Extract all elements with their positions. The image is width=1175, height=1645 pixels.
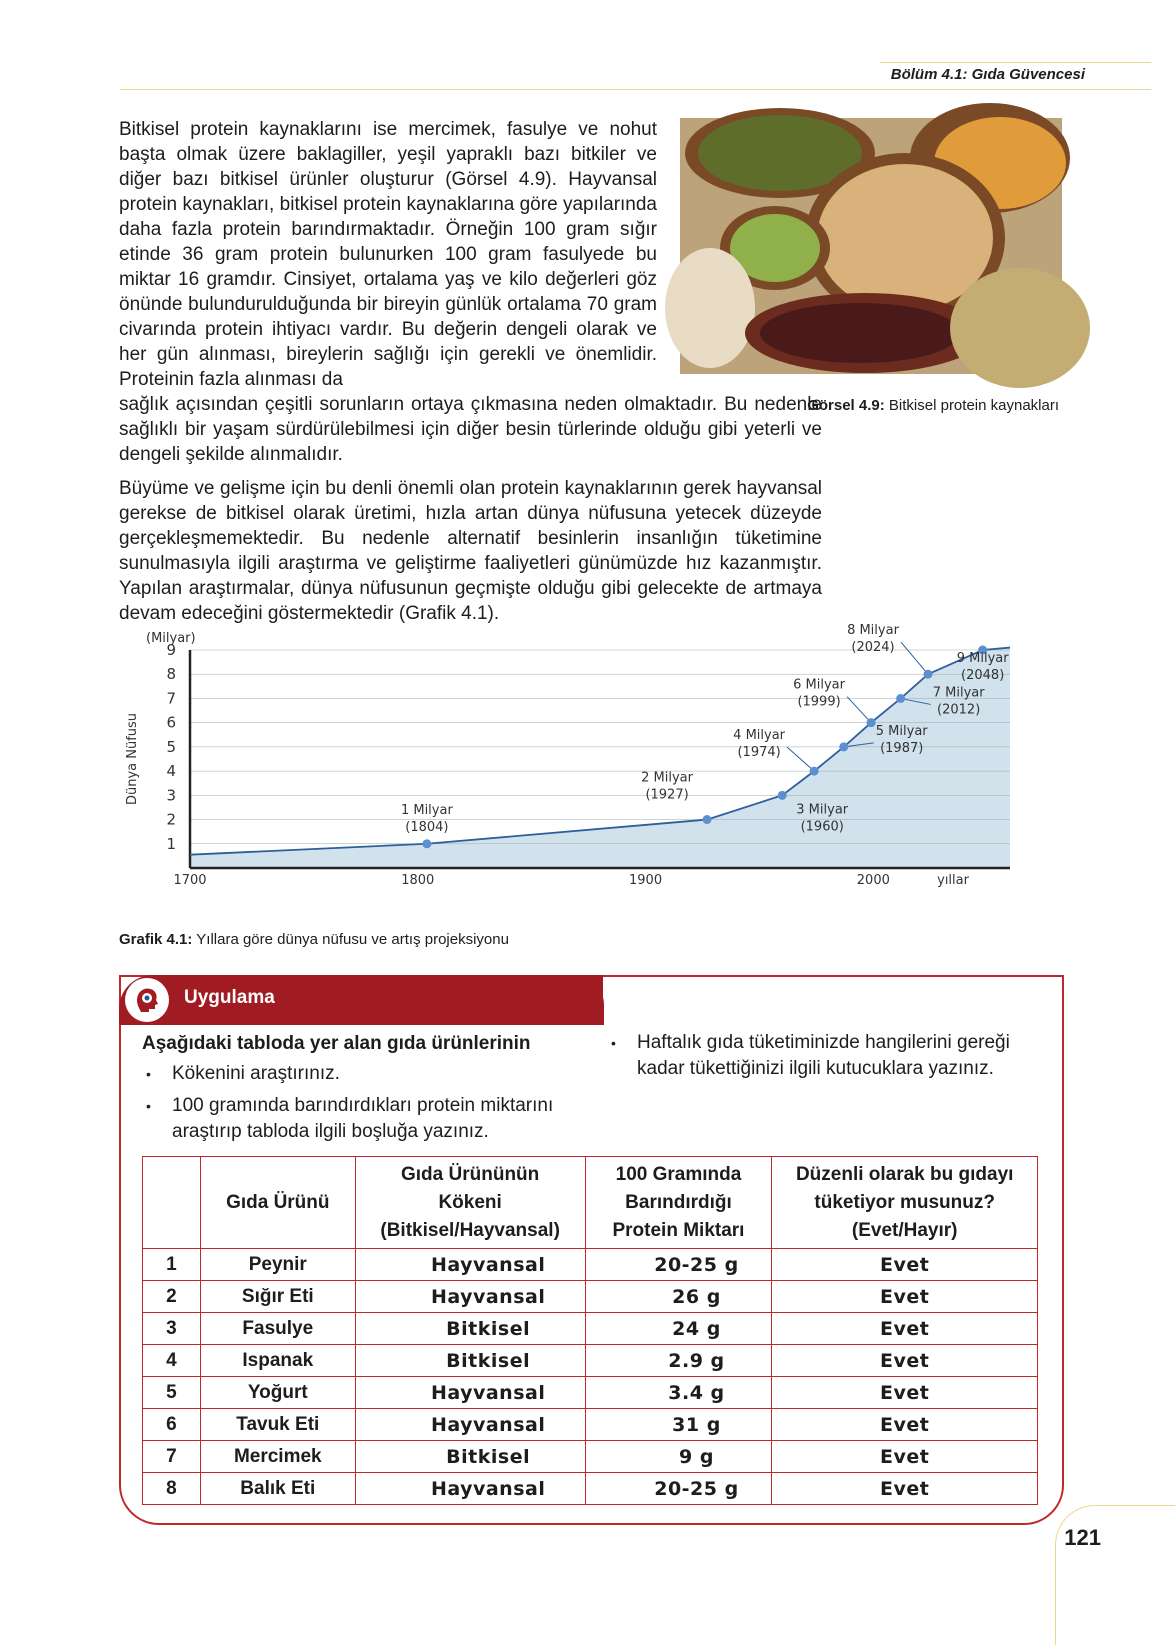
protein-answer[interactable]: 2.9 g xyxy=(585,1345,772,1377)
data-point xyxy=(703,815,712,824)
population-chart xyxy=(120,623,1060,930)
y-tick-label: 6 xyxy=(166,713,176,732)
table-row: 1 Peynir Hayvansal 20-25 g Evet xyxy=(143,1249,1038,1281)
photo-caption-text: Bitkisel protein kaynakları xyxy=(884,397,1059,414)
x-tick-label: 2000 xyxy=(856,873,890,888)
consume-answer[interactable]: Evet xyxy=(772,1345,1038,1377)
paragraph-1-continued: sağlık açısından çeşitli sorunların ortaya çıkmasına neden olmaktadır. Bu nedenle sağlıklı bir yaşam sürdürülebilmesi için diğer besin türlerinde olduğu gibi yeterli ve dengeli şekilde alınmalıdır. xyxy=(119,394,822,465)
data-point xyxy=(810,767,819,776)
point-leader xyxy=(787,747,814,771)
point-label: 2 Milyar xyxy=(641,770,693,786)
y-axis-label: Dünya Nüfusu xyxy=(125,712,140,806)
paragraph-1: Bitkisel protein kaynaklarını ise mercimek, fasulye ve nohut başta olmak üzere baklagiller, yeşil yapraklı bazı bitkiler ve diğer bazı bitkisel ürünler oluşturur (Görsel 4.9). Hayvansal protein kaynakları, bitkisel protein kaynaklarına göre yapılarında daha fazla protein barındırmaktadır. Örneğin 100 gram sığır etinde 36 gram protein bulunurken 100 gram fasulyede bu miktar 16 gramdır. Cinsiyet, ortalama yaş ve kilo değerleri göz önünde bulundurulduğunda bir bireyin günlük ortalama 70 gram civarında protein ihtiyacı vardır. Bu değerin dengeli olarak ve her gün alınması, bireylerin sağlığı için gerekli ve önemlidir. Proteinin fazla alınması da xyxy=(119,119,657,390)
table-row: 4 Ispanak Bitkisel 2.9 g Evet xyxy=(143,1345,1038,1377)
x-tick-label: 1900 xyxy=(629,873,663,888)
point-label: 7 Milyar xyxy=(932,685,985,701)
point-year: (1960) xyxy=(800,819,844,835)
origin-answer[interactable]: Hayvansal xyxy=(355,1409,585,1441)
point-year: (1927) xyxy=(645,787,689,803)
table-row: 2 Sığır Eti Hayvansal 26 g Evet xyxy=(143,1281,1038,1313)
bullet-protein-text: 100 gramında barındırdıkları protein miktarını araştırıp tabloda ilgili boşluğa yazınız. xyxy=(172,1095,554,1142)
chart-caption xyxy=(119,931,509,948)
bullet-weekly-text: Haftalık gıda tüketiminizde hangilerini gereği kadar tükettiğinizi ilgili kutucuklara yazınız. xyxy=(637,1032,1010,1079)
instruction-title: Aşağıdaki tabloda yer alan gıda ürünlerinin xyxy=(142,1033,531,1054)
origin-answer[interactable]: Bitkisel xyxy=(355,1441,585,1473)
protein-answer[interactable]: 9 g xyxy=(585,1441,772,1473)
header-food: Gıda Ürünü xyxy=(200,1157,355,1249)
bullet-weekly: • Haftalık gıda tüketiminizde hangilerini gereği kadar tükettiğinizi ilgili kutucuklara yazınız. xyxy=(611,1032,1010,1079)
y-tick-label: 4 xyxy=(166,762,176,781)
origin-answer[interactable]: Hayvansal xyxy=(355,1281,585,1313)
protein-answer[interactable]: 20-25 g xyxy=(585,1249,772,1281)
y-tick-label: 9 xyxy=(166,641,176,659)
table-row: 5 Yoğurt Hayvansal 3.4 g Evet xyxy=(143,1377,1038,1409)
point-label: 8 Milyar xyxy=(847,623,899,639)
data-point xyxy=(839,742,848,751)
protein-answer[interactable]: 24 g xyxy=(585,1313,772,1345)
point-year: (1974) xyxy=(737,745,781,761)
protein-answer[interactable]: 20-25 g xyxy=(585,1473,772,1505)
y-tick-label: 2 xyxy=(166,810,176,829)
y-tick-label: 3 xyxy=(166,786,176,805)
point-year: (1987) xyxy=(880,740,924,756)
point-year: (2048) xyxy=(961,668,1005,683)
y-tick-label: 7 xyxy=(166,689,176,708)
point-label: 4 Milyar xyxy=(733,728,786,744)
point-leader xyxy=(847,697,871,723)
point-label: 5 Milyar xyxy=(875,723,928,739)
top-decor-line xyxy=(880,62,1151,63)
header-consume: Düzenli olarak bu gıdayı tüketiyor musunuz? (Evet/Hayır) xyxy=(772,1157,1038,1249)
point-leader xyxy=(901,642,928,674)
chart-caption-text: Yıllara göre dünya nüfusu ve artış projeksiyonu xyxy=(192,931,509,948)
table-header-row xyxy=(143,1157,1038,1249)
x-axis-label: yıllar xyxy=(937,873,969,888)
point-year: (1999) xyxy=(797,694,841,710)
consume-answer[interactable]: Evet xyxy=(772,1409,1038,1441)
table-row: 7 Mercimek Bitkisel 9 g Evet xyxy=(143,1441,1038,1473)
table-row: 8 Balık Eti Hayvansal 20-25 g Evet xyxy=(143,1473,1038,1505)
origin-answer[interactable]: Hayvansal xyxy=(355,1377,585,1409)
section-header: Bölüm 4.1: Gıda Güvencesi xyxy=(890,66,1085,83)
protein-answer[interactable]: 31 g xyxy=(585,1409,772,1441)
paragraph-2: Büyüme ve gelişme için bu denli önemli olan protein kaynaklarının gerek hayvansal gerekse de bitkisel olarak üretimi, hızla artan dünya nüfusuna yetecek düzeyde gerçekleşmemektedir. Bu nedenle alternatif besinlerin insanlığın tüketimine sunulmasıyla ilgili araştırma ve geliştirme faaliyetleri günümüzde hız kazanmıştır. Yapılan araştırmalar, dünya nüfusunun geçmişte olduğu gibi gelecekte de artmaya devam edeceğini göstermektedir (Grafik 4.1). xyxy=(119,478,822,624)
origin-answer[interactable]: Hayvansal xyxy=(355,1473,585,1505)
consume-answer[interactable]: Evet xyxy=(772,1313,1038,1345)
data-point xyxy=(924,670,933,679)
point-label: 9 Milyar xyxy=(956,651,1009,666)
point-year: (1804) xyxy=(405,819,449,835)
legumes-photo xyxy=(680,118,1062,374)
point-year: (2024) xyxy=(851,640,895,656)
point-label: 1 Milyar xyxy=(400,802,453,818)
table-row: 3 Fasulye Bitkisel 24 g Evet xyxy=(143,1313,1038,1345)
bullet-origin-text: Kökenini araştırınız. xyxy=(172,1063,340,1084)
x-tick-label: 1700 xyxy=(173,873,207,888)
header-no xyxy=(143,1157,201,1249)
origin-answer[interactable]: Hayvansal xyxy=(355,1249,585,1281)
bullet-protein: • 100 gramında barındırdıkları protein miktarını araştırıp tabloda ilgili boşluğa yazınız. xyxy=(146,1095,554,1142)
protein-answer[interactable]: 26 g xyxy=(585,1281,772,1313)
data-point xyxy=(778,791,787,800)
header-origin: Gıda Ürününün Kökeni (Bitkisel/Hayvansal) xyxy=(355,1157,585,1249)
consume-answer[interactable]: Evet xyxy=(772,1249,1038,1281)
protein-answer[interactable]: 3.4 g xyxy=(585,1377,772,1409)
page-number: 121 xyxy=(1064,1525,1101,1550)
header-line xyxy=(120,89,1151,90)
x-tick-label: 1800 xyxy=(401,873,435,888)
bullet-origin: • Kökenini araştırınız. xyxy=(146,1063,340,1084)
consume-answer[interactable]: Evet xyxy=(772,1441,1038,1473)
point-label: 3 Milyar xyxy=(796,802,849,818)
head-gear-icon xyxy=(125,978,169,1022)
consume-answer[interactable]: Evet xyxy=(772,1473,1038,1505)
photo-caption xyxy=(799,396,1059,416)
data-point xyxy=(422,839,431,848)
y-tick-label: 8 xyxy=(166,665,176,684)
table-row: 6 Tavuk Eti Hayvansal 31 g Evet xyxy=(143,1409,1038,1441)
population-area xyxy=(190,648,1010,868)
application-title: Uygulama xyxy=(184,987,275,1008)
origin-answer[interactable]: Bitkisel xyxy=(355,1313,585,1345)
food-table xyxy=(142,1156,1038,1505)
y-unit-label: (Milyar) xyxy=(146,631,196,646)
data-point xyxy=(867,718,876,727)
y-tick-label: 5 xyxy=(166,737,176,756)
photo-caption-label: Görsel 4.9: xyxy=(807,397,885,414)
data-point xyxy=(896,694,905,703)
header-protein: 100 Gramında Barındırdığı Protein Miktarı xyxy=(585,1157,772,1249)
point-label: 6 Milyar xyxy=(793,677,845,693)
consume-answer[interactable]: Evet xyxy=(772,1281,1038,1313)
point-year: (2012) xyxy=(937,702,981,718)
origin-answer[interactable]: Bitkisel xyxy=(355,1345,585,1377)
y-tick-label: 1 xyxy=(166,834,176,853)
consume-answer[interactable]: Evet xyxy=(772,1377,1038,1409)
chart-caption-label: Grafik 4.1: xyxy=(119,931,193,948)
